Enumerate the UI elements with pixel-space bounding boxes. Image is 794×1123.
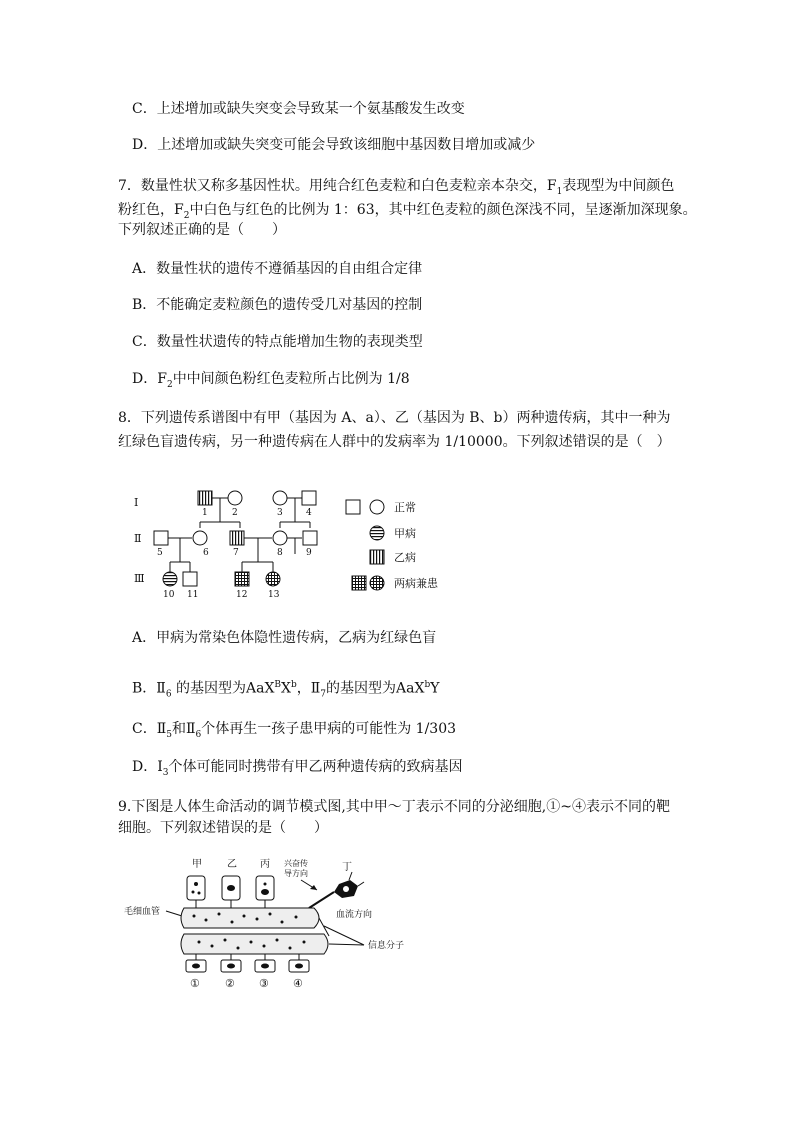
signal-pointer-lines [324,926,364,945]
legend-normal-label: 正常 [394,501,416,514]
q8-stem-line-2: 红绿色盲遗传病，另一种遗传病在人群中的发病率为 1/10000。下列叙述错误的是（ ） [118,434,671,450]
legend-normal-female-icon [370,500,384,514]
gen-label-I: Ⅰ [134,496,139,509]
cell-label-ding: 丁 [342,862,352,873]
q9-stem-line-2: 细胞。下列叙述错误的是（ ） [118,820,328,836]
signal-molecule-label: 信息分子 [368,941,405,951]
q8-option-b: B．$Ⅱ_6$ 的基因型为$AaX^BX^b$，$Ⅱ_7$的基因型为AaX$^b$Y [132,680,440,700]
id-label-7: 7 [233,548,239,558]
blood-flow-arrow [319,918,329,936]
legend-both-male-icon [352,576,366,590]
legend-both-label: 两病兼患 [394,577,438,590]
capillary-label: 毛细血管 [124,907,161,917]
id-label-12: 12 [236,590,248,600]
q9-stem-line-1: 9.下图是人体生命活动的调节模式图,其中甲～丁表示不同的分泌细胞,①~④表示不同的靶 [118,799,670,815]
pedigree-chart [130,482,450,602]
pedigree-II9-normal-male [303,531,317,545]
target-label-1: ① [190,977,200,990]
excitation-label-1: 兴奋传 [284,859,308,868]
capillary-vessel [181,908,328,954]
q6-option-d: D．上述增加或缺失突变可能会导致该细胞中基因数目增加或减少 [132,137,536,153]
legend-jia-label: 甲病 [394,527,416,540]
q7-stem-line-3: 下列叙述正确的是（ ） [118,222,286,238]
id-label-3: 3 [277,508,283,518]
pedigree-I2-normal-female [228,491,242,505]
id-label-5: 5 [157,548,163,558]
cell-label-bing: 丙 [260,859,270,870]
legend-yi-label: 乙病 [394,551,416,564]
id-label-10: 10 [163,590,175,600]
q7-option-d: D．$F_2$中中间颜色粉红色麦粒所占比例为 1/8 [132,371,410,390]
cell-label-jia: 甲 [192,859,202,870]
regulation-diagram [124,856,424,992]
pedigree-I4-normal-male [302,491,316,505]
id-label-2: 2 [232,508,238,518]
q8-stem-line-1: 8．下列遗传系谱图中有甲（基因为 A、a）、乙（基因为 B、b）两种遗传病，其中一种为 [118,410,671,426]
pedigree-II8-normal-female [273,531,287,545]
pedigree-I3-normal-female [273,491,287,505]
pedigree-III11-normal-male [183,572,197,586]
q8-option-c: C．$Ⅱ_5$和$Ⅱ_6$个体再生一孩子患甲病的可能性为 1/303 [132,721,457,740]
id-label-6: 6 [203,548,209,558]
q7-stem-line-2: 粉红色，$F_2$中白色与红色的比例为 1：63，其中红色麦粒的颜色深浅不同，呈逐渐加深现象。 [118,202,697,221]
cell-label-yi: 乙 [227,859,237,870]
excitation-label-2: 导方向 [284,869,308,878]
pedigree-II5-normal-male [154,531,168,545]
q7-option-c: C．数量性状遗传的特点能增加生物的表现类型 [132,334,423,350]
target-cells [186,960,309,972]
legend-normal-male-icon [346,500,360,514]
target-label-4: ④ [293,977,303,990]
legend-both-female-icon [370,576,384,590]
pedigree-I1-affected-yi-male [198,491,212,505]
id-label-9: 9 [306,548,312,558]
pedigree-II7-affected-yi-male [230,531,244,545]
pedigree-III13-affected-both-female [266,572,280,586]
q6-option-c: C．上述增加或缺失突变会导致某一个氨基酸发生改变 [132,101,465,117]
pedigree-II6-normal-female [193,531,207,545]
q8-option-d: D．$Ⅰ_3$个体可能同时携带有甲乙两种遗传病的致病基因 [132,759,463,778]
gen-label-II: Ⅱ [134,532,142,545]
target-label-3: ③ [259,977,269,990]
id-label-4: 4 [306,508,312,518]
q7-stem-line-1: 7．数量性状又称多基因性状。用纯合红色麦粒和白色麦粒亲本杂交，$F_1$表现型为中间颜色 [118,178,675,197]
id-label-11: 11 [187,590,199,600]
id-label-13: 13 [268,590,280,600]
target-label-2: ② [225,977,235,990]
neuron-ding-icon [309,872,364,908]
id-label-8: 8 [277,548,283,558]
id-label-1: 1 [202,508,208,518]
pedigree-III10-affected-jia-female [163,572,177,586]
blood-flow-label: 血流方向 [336,910,373,920]
pedigree-III12-affected-both-male [235,572,249,586]
q7-option-b: B．不能确定麦粒颜色的遗传受几对基因的控制 [132,297,423,313]
q7-option-a: A．数量性状的遗传不遵循基因的自由组合定律 [132,261,423,277]
gen-label-III: Ⅲ [134,572,145,585]
legend-jia-icon [370,526,384,540]
legend-yi-icon [370,550,384,564]
q8-option-a: A．甲病为常染色体隐性遗传病，乙病为红绿色盲 [132,630,437,646]
